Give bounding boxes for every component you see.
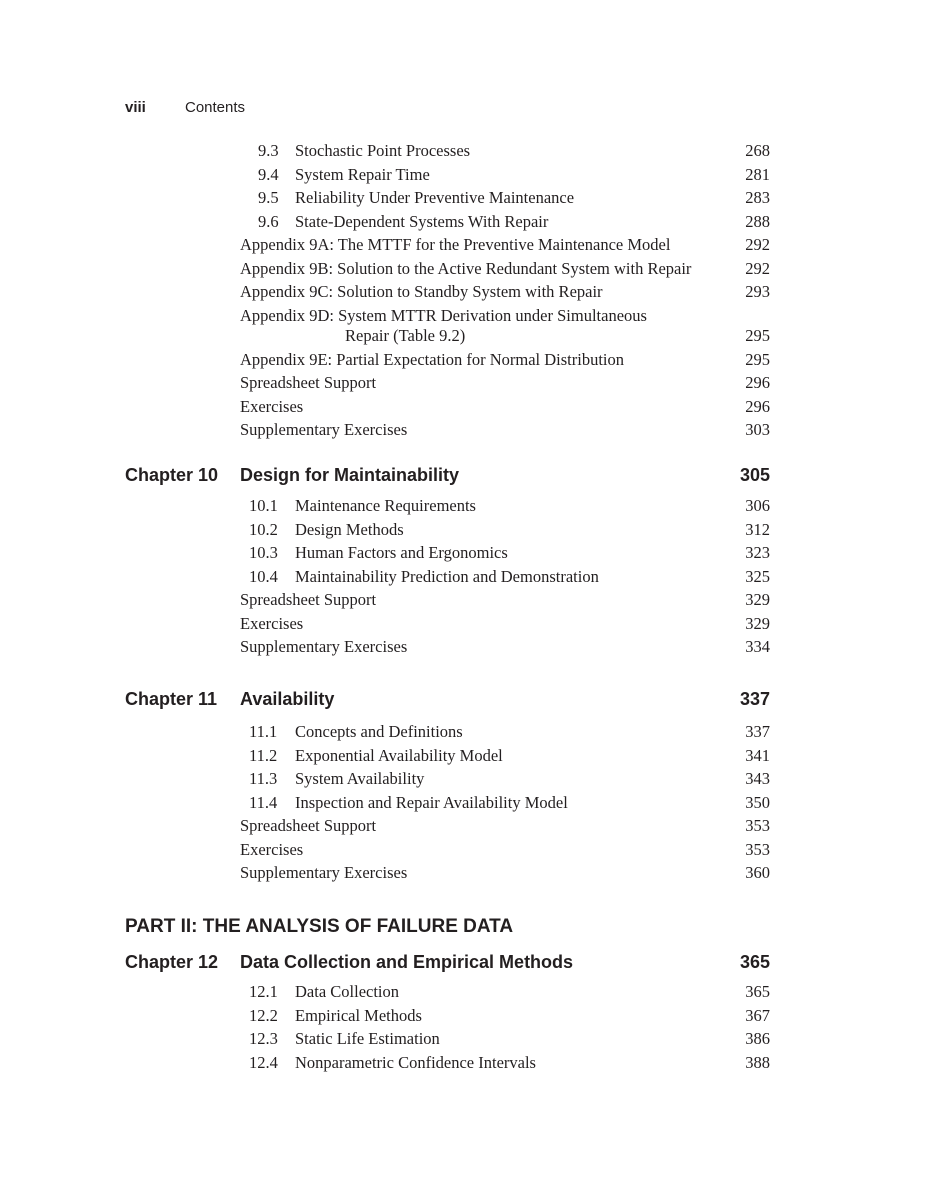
toc-entry[interactable]: [0, 212, 930, 236]
page-number: 268: [745, 141, 770, 160]
toc-entry[interactable]: [0, 614, 930, 638]
entry-title: State-Dependent Systems With Repair: [295, 211, 549, 231]
toc-entry[interactable]: [0, 840, 930, 864]
chapter-10-heading[interactable]: [0, 465, 930, 491]
entry-title: Spreadsheet Support: [240, 590, 377, 609]
page-number: 367: [745, 1005, 770, 1025]
toc-entry[interactable]: [0, 769, 930, 793]
chapter-11-entries: [0, 722, 930, 887]
section-number: 12.4: [249, 1052, 278, 1072]
chapter-label: Chapter 10: [125, 465, 219, 485]
toc-entry[interactable]: [0, 567, 930, 591]
page-number: 329: [745, 590, 770, 609]
chapter-page: 305: [739, 465, 770, 485]
entry-title: Spreadsheet Support: [240, 816, 377, 835]
chapter-title: Availability: [240, 689, 335, 709]
page-number: 353: [745, 816, 770, 835]
toc-entry[interactable]: [0, 793, 930, 817]
entry-title: Maintainability Prediction and Demonstration: [295, 566, 599, 586]
section-number: 9.3: [258, 141, 279, 160]
toc-entry[interactable]: [0, 746, 930, 770]
page-number: 293: [745, 282, 770, 301]
chapter-page: 365: [739, 952, 770, 972]
toc-entry[interactable]: [0, 816, 930, 840]
entry-title: Stochastic Point Processes: [295, 141, 471, 160]
chapter-11-heading[interactable]: [0, 689, 930, 715]
chapter-title: Data Collection and Empirical Methods: [240, 952, 574, 972]
entry-title: Appendix 9D: System MTTR Derivation under Simultaneous: [240, 305, 647, 325]
running-head: [125, 99, 245, 116]
entry-title: Supplementary Exercises: [240, 637, 408, 656]
toc-entry[interactable]: [0, 1006, 930, 1030]
toc-entry[interactable]: [0, 306, 930, 350]
chapter-9-entries: [0, 141, 930, 444]
toc-entry[interactable]: [0, 982, 930, 1006]
chapter-12-entries: [0, 982, 930, 1076]
section-number: 11.3: [249, 769, 278, 788]
entry-title-continuation: Repair (Table 9.2): [345, 325, 466, 345]
page-number: 283: [745, 188, 770, 207]
entry-title: Empirical Methods: [295, 1005, 422, 1025]
page-number: 360: [745, 863, 770, 882]
section-number: 12.2: [249, 1005, 278, 1025]
entry-title: Appendix 9B: Solution to the Active Redundant System with Repair: [240, 258, 692, 278]
toc-entry[interactable]: [0, 590, 930, 614]
entry-title: Appendix 9A: The MTTF for the Preventive Maintenance Model: [240, 235, 671, 254]
toc-entry[interactable]: [0, 1053, 930, 1077]
page-number: 329: [745, 613, 770, 633]
page-number: 350: [745, 792, 770, 812]
toc-entry[interactable]: [0, 373, 930, 397]
section-number: 12.1: [249, 982, 278, 1001]
toc-entry[interactable]: [0, 543, 930, 567]
section-number: 9.6: [258, 211, 279, 231]
entry-title: Exponential Availability Model: [295, 745, 503, 765]
entry-title: Exercises: [240, 396, 304, 416]
toc-entry[interactable]: [0, 397, 930, 421]
page-number: 353: [745, 839, 770, 859]
entry-title: Appendix 9E: Partial Expectation for Normal Distribution: [240, 349, 625, 369]
toc-entry[interactable]: [0, 165, 930, 189]
page-number: 388: [745, 1052, 770, 1072]
toc-entry[interactable]: [0, 235, 930, 259]
toc-entry[interactable]: [0, 350, 930, 374]
page-number: 303: [745, 420, 770, 439]
page-number: 334: [745, 637, 770, 656]
page-number: 295: [745, 325, 770, 345]
section-number: 11.2: [249, 745, 278, 765]
toc-entry[interactable]: [0, 141, 930, 165]
page-number: 292: [745, 235, 770, 254]
entry-title: Reliability Under Preventive Maintenance: [295, 188, 575, 207]
page-number: 325: [745, 566, 770, 586]
section-number: 11.1: [249, 722, 278, 741]
page-number: 292: [745, 258, 770, 278]
running-title: Contents: [185, 99, 246, 116]
toc-entry[interactable]: [0, 282, 930, 306]
page-number: 296: [745, 396, 770, 416]
section-number: 10.4: [249, 566, 278, 586]
page-number: 296: [745, 373, 770, 392]
entry-title: System Availability: [295, 769, 425, 788]
section-number: 10.1: [249, 496, 278, 515]
page-number: 343: [745, 769, 770, 788]
entry-title: Static Life Estimation: [295, 1029, 440, 1048]
entry-title: System Repair Time: [295, 164, 430, 184]
page-number: 312: [745, 519, 770, 539]
toc-entry[interactable]: [0, 863, 930, 887]
section-number: 12.3: [249, 1029, 278, 1048]
entry-title: Appendix 9C: Solution to Standby System with Repair: [240, 282, 603, 301]
section-number: 10.3: [249, 543, 278, 562]
entry-title: Exercises: [240, 839, 304, 859]
part-heading: PART II: THE ANALYSIS OF FAILURE DATA: [125, 916, 514, 937]
entry-title: Human Factors and Ergonomics: [295, 543, 508, 562]
section-number: 9.5: [258, 188, 279, 207]
entry-title: Inspection and Repair Availability Model: [295, 792, 568, 812]
entry-title: Nonparametric Confidence Intervals: [295, 1052, 536, 1072]
toc-entry[interactable]: [0, 259, 930, 283]
toc-entry[interactable]: [0, 496, 930, 520]
entry-title: Exercises: [240, 613, 304, 633]
section-number: 9.4: [258, 164, 279, 184]
page-number: 386: [745, 1029, 770, 1048]
entry-title: Concepts and Definitions: [295, 722, 463, 741]
entry-title: Supplementary Exercises: [240, 863, 408, 882]
chapter-title: Design for Maintainability: [240, 465, 460, 485]
folio: viii: [125, 99, 146, 116]
toc-entry[interactable]: [0, 637, 930, 661]
section-number: 10.2: [249, 519, 278, 539]
entry-title: Design Methods: [295, 519, 404, 539]
page-number: 323: [745, 543, 770, 562]
page-number: 365: [745, 982, 770, 1001]
toc-entry[interactable]: [0, 188, 930, 212]
page-number: 337: [745, 722, 770, 741]
chapter-12-heading[interactable]: [0, 952, 930, 978]
section-number: 11.4: [249, 792, 278, 812]
toc-entry[interactable]: [0, 722, 930, 746]
entry-title: Spreadsheet Support: [240, 373, 377, 392]
page-number: 295: [745, 349, 770, 369]
entry-title: Data Collection: [295, 982, 400, 1001]
toc-entry[interactable]: [0, 1029, 930, 1053]
page-number: 281: [745, 164, 770, 184]
chapter-page: 337: [739, 689, 770, 709]
chapter-10-entries: [0, 496, 930, 661]
page-number: 288: [745, 211, 770, 231]
entry-title: Maintenance Requirements: [295, 496, 476, 515]
entry-title: Supplementary Exercises: [240, 420, 408, 439]
chapter-label: Chapter 12: [125, 952, 219, 972]
chapter-label: Chapter 11: [125, 689, 218, 709]
toc-entry[interactable]: [0, 420, 930, 444]
page-number: 306: [745, 496, 770, 515]
toc-entry[interactable]: [0, 520, 930, 544]
page-number: 341: [745, 745, 770, 765]
